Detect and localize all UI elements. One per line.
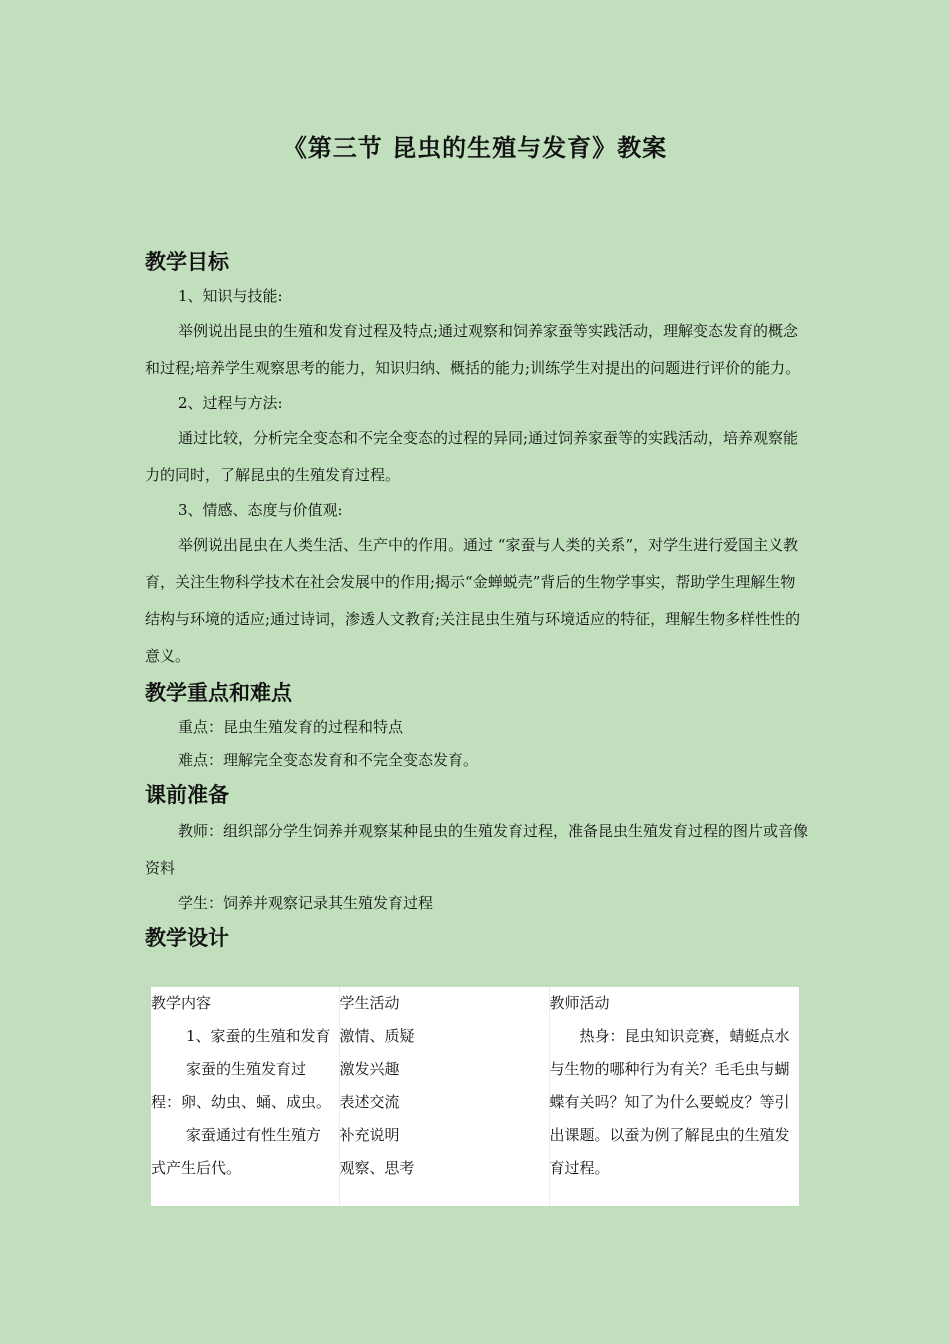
student-activity-line: 激情、质疑 [339,1027,415,1045]
student-activity-cell [339,1020,549,1206]
document-title: 《第三节 昆虫的生殖与发育》教案 [282,134,668,162]
goal-item-1-label: 1、知识与技能: [178,287,283,305]
teacher-activity-text: 热身：昆虫知识竞赛，蜻蜓点水与生物的哪种行为有关？毛毛虫与蝴蝶有关吗？知了为什么要蜕皮？等引出课题。以蚕为例了解昆虫的生殖发育过程。 [549,1027,790,1177]
prep-student: 学生：饲养并观察记录其生殖发育过程 [178,894,434,912]
table-row [151,1020,799,1206]
table-header-cell: 学生活动 [339,987,549,1020]
content-cell [151,1020,339,1206]
section-heading-prep: 课前准备 [145,783,229,807]
content-line: 式产生后代。 [151,1159,242,1177]
goal-item-2-text: 通过比较，分析完全变态和不完全变态的过程的异同;通过饲养家蚕等的实践活动，培养观察能力的同时，了解昆虫的生殖发育过程。 [145,429,799,484]
table-header-cell: 教师活动 [549,994,610,1012]
teacher-activity-cell [549,1020,799,1206]
student-activity-line: 表述交流 [339,1093,400,1111]
key-point-difficulty: 难点：理解完全变态发育和不完全变态发育。 [178,751,479,769]
goal-item-3-text: 举例说出昆虫在人类生活、生产中的作用。通过 “家蚕与人类的关系”，对学生进行爱国主义教育，关注生物科学技术在社会发展中的作用;揭示“金蝉蜕壳”背后的生物学事实，帮助学生理解生物结构与环境的适应;通过诗词，渗透人文教育;关注昆虫生殖与环境适应的特征，理解生物多样性性的意义。 [145,536,801,665]
student-activity-line: 激发兴趣 [339,1060,400,1078]
content-line: 1、家蚕的生殖和发育 [186,1027,331,1045]
key-point-focus: 重点：昆虫生殖发育的过程和特点 [178,718,404,736]
goal-item-2-label: 2、过程与方法: [178,394,283,412]
goal-item-3-label: 3、情感、态度与价值观: [178,501,343,519]
teaching-design-table [151,987,799,1206]
table-header-cell: 教学内容 [151,987,339,1020]
section-heading-key-points: 教学重点和难点 [145,681,292,705]
document-body [145,244,810,956]
student-activity-line: 观察、思考 [339,1159,415,1177]
content-line: 程：卵、幼虫、蛹、成虫。 [151,1093,332,1111]
content-line: 家蚕的生殖发育过 [186,1060,307,1078]
prep-teacher: 教师：组织部分学生饲养并观察某种昆虫的生殖发育过程，准备昆虫生殖发育过程的图片或音像资料 [145,822,809,877]
goal-item-1-text: 举例说出昆虫的生殖和发育过程及特点;通过观察和饲养家蚕等实践活动，理解变态发育的概念和过程;培养学生观察思考的能力，知识归纳、概括的能力;训练学生对提出的问题进行评价的能力。 [145,322,801,377]
content-line: 家蚕通过有性生殖方 [186,1126,322,1144]
section-heading-design: 教学设计 [145,926,229,950]
student-activity-line: 补充说明 [339,1126,400,1144]
section-heading-goals: 教学目标 [145,250,229,274]
table-header-row [151,987,799,1020]
